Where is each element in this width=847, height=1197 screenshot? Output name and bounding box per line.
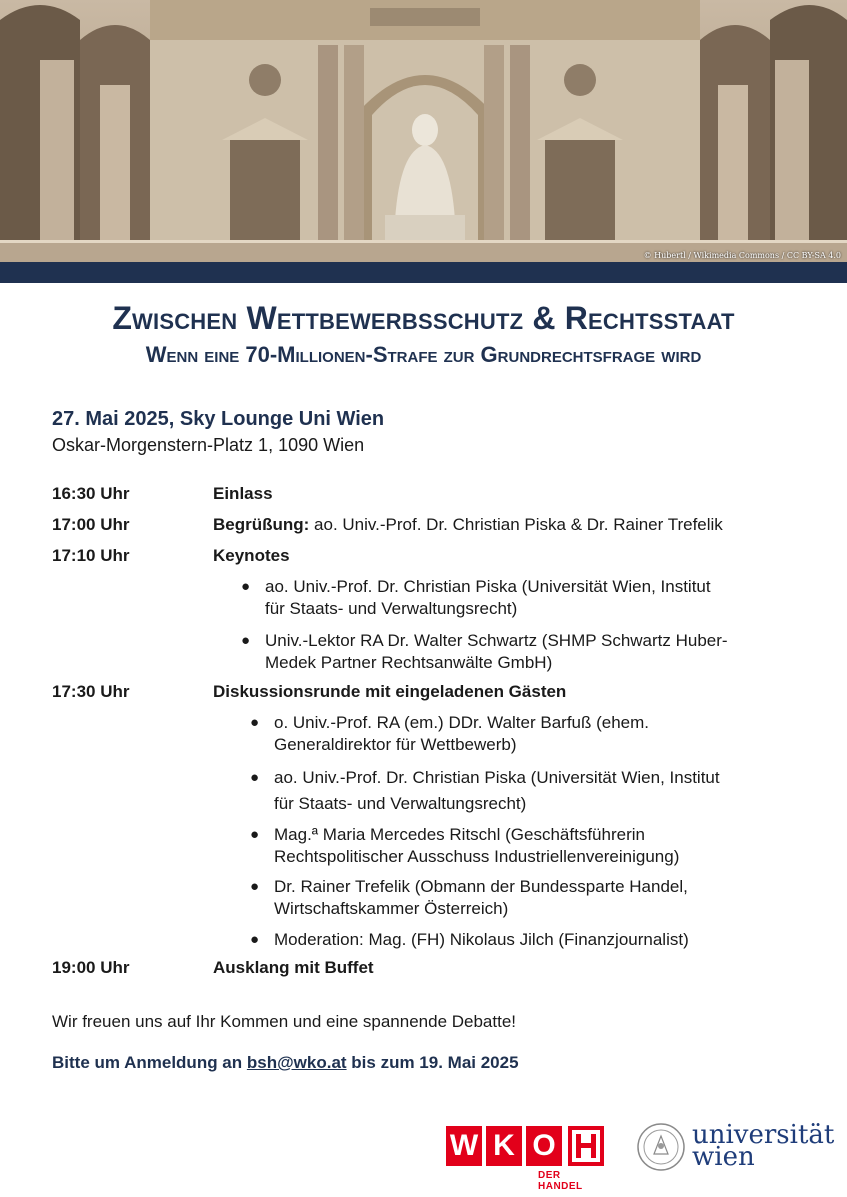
registration-email-link[interactable]: bsh@wko.at (246, 1053, 347, 1072)
event-date-venue: 27. Mai 2025, Sky Lounge Uni Wien (52, 408, 385, 430)
program-label: Ausklang mit Buffet (213, 958, 374, 977)
page-title: Zwischen Wettbewerbsschutz & Rechtsstaat (112, 300, 735, 336)
program-detail: ao. Univ.-Prof. Dr. Christian Piska & Dr. Rainer Trefelik (309, 515, 723, 534)
page-subtitle: Wenn eine 70-Millionen-Strafe zur Grundrechtsfrage wird (145, 342, 702, 367)
program-time: 17:10 Uhr (52, 546, 130, 565)
university-name-line: wien (692, 1142, 755, 1172)
program-label: Keynotes (213, 546, 290, 565)
university-logo (636, 1120, 835, 1180)
wko-letter: O (526, 1126, 562, 1166)
bullet-icon: ● (250, 714, 260, 731)
university-name-line: universität (692, 1120, 835, 1150)
bullet-icon: ● (250, 878, 260, 895)
registration-suffix: bis zum 19. Mai 2025 (346, 1053, 519, 1072)
wko-letter: K (486, 1126, 522, 1166)
speaker-line: für Staats- und Verwaltungsrecht) (265, 599, 518, 618)
university-name (692, 1120, 835, 1172)
bullet-icon: ● (250, 826, 260, 843)
guest-line: Wirtschaftskammer Österreich) (274, 899, 509, 918)
program-item (213, 515, 723, 535)
wko-logo (446, 1126, 606, 1192)
panel-guest (250, 712, 650, 756)
guest-line: Rechtspolitischer Ausschuss Industriellenvereinigung) (274, 847, 680, 866)
guest-line: Mag.ª Maria Mercedes Ritschl (Geschäftsführerin (274, 825, 645, 844)
bullet-icon: ● (241, 578, 251, 595)
hero-photo (0, 0, 847, 262)
guest-line: ao. Univ.-Prof. Dr. Christian Piska (Universität Wien, Institut (274, 768, 720, 787)
panel-guest (250, 824, 680, 868)
speaker-line: ao. Univ.-Prof. Dr. Christian Piska (Universität Wien, Institut (265, 577, 711, 596)
wko-subline: DER HANDEL (538, 1170, 583, 1192)
speaker-line: Univ.-Lektor RA Dr. Walter Schwartz (SHMP Schwartz Huber- (265, 631, 728, 650)
program-label: Begrüßung: (213, 515, 310, 534)
bullet-icon: ● (250, 931, 260, 948)
wko-h-mark-icon (568, 1126, 604, 1166)
keynote-speaker (241, 576, 711, 620)
photo-credit: © Hubertl / Wikimedia Commons / CC BY-SA 4.0 (643, 251, 841, 260)
program-time: 17:00 Uhr (52, 515, 130, 534)
program-item (213, 682, 566, 702)
program-item (213, 546, 290, 566)
wko-letter: W (446, 1126, 482, 1166)
guest-line: Dr. Rainer Trefelik (Obmann der Bundessparte Handel, (274, 877, 688, 896)
bullet-icon: ● (241, 632, 251, 649)
closing-note: Wir freuen uns auf Ihr Kommen und eine spannende Debatte! (52, 1012, 517, 1031)
program-item (213, 484, 273, 504)
panel-guest (250, 765, 720, 817)
event-address: Oskar-Morgenstern-Platz 1, 1090 Wien (52, 435, 365, 455)
speaker-line: Medek Partner Rechtsanwälte GmbH) (265, 653, 553, 672)
header-divider-bar (0, 262, 847, 283)
program-label: Einlass (213, 484, 273, 503)
panel-guest (250, 876, 688, 920)
program-time: 16:30 Uhr (52, 484, 130, 503)
program-time: 19:00 Uhr (52, 958, 130, 977)
guest-line: Moderation: Mag. (FH) Nikolaus Jilch (Finanzjournalist) (274, 930, 689, 949)
program-time: 17:30 Uhr (52, 682, 130, 701)
program-item (213, 958, 374, 978)
hall-illustration (0, 0, 847, 262)
bullet-icon: ● (250, 769, 260, 786)
guest-line: o. Univ.-Prof. RA (em.) DDr. Walter Barfuß (ehem. (274, 713, 650, 732)
panel-guest (250, 929, 689, 951)
keynote-speaker (241, 630, 728, 674)
university-seal-icon (636, 1122, 686, 1172)
guest-line: für Staats- und Verwaltungsrecht) (274, 794, 527, 813)
guest-line: Generaldirektor für Wettbewerb) (274, 735, 517, 754)
registration-prefix: Bitte um Anmeldung an (52, 1053, 247, 1072)
program-label: Diskussionsrunde mit eingeladenen Gästen (213, 682, 567, 701)
registration-note (52, 1053, 519, 1073)
